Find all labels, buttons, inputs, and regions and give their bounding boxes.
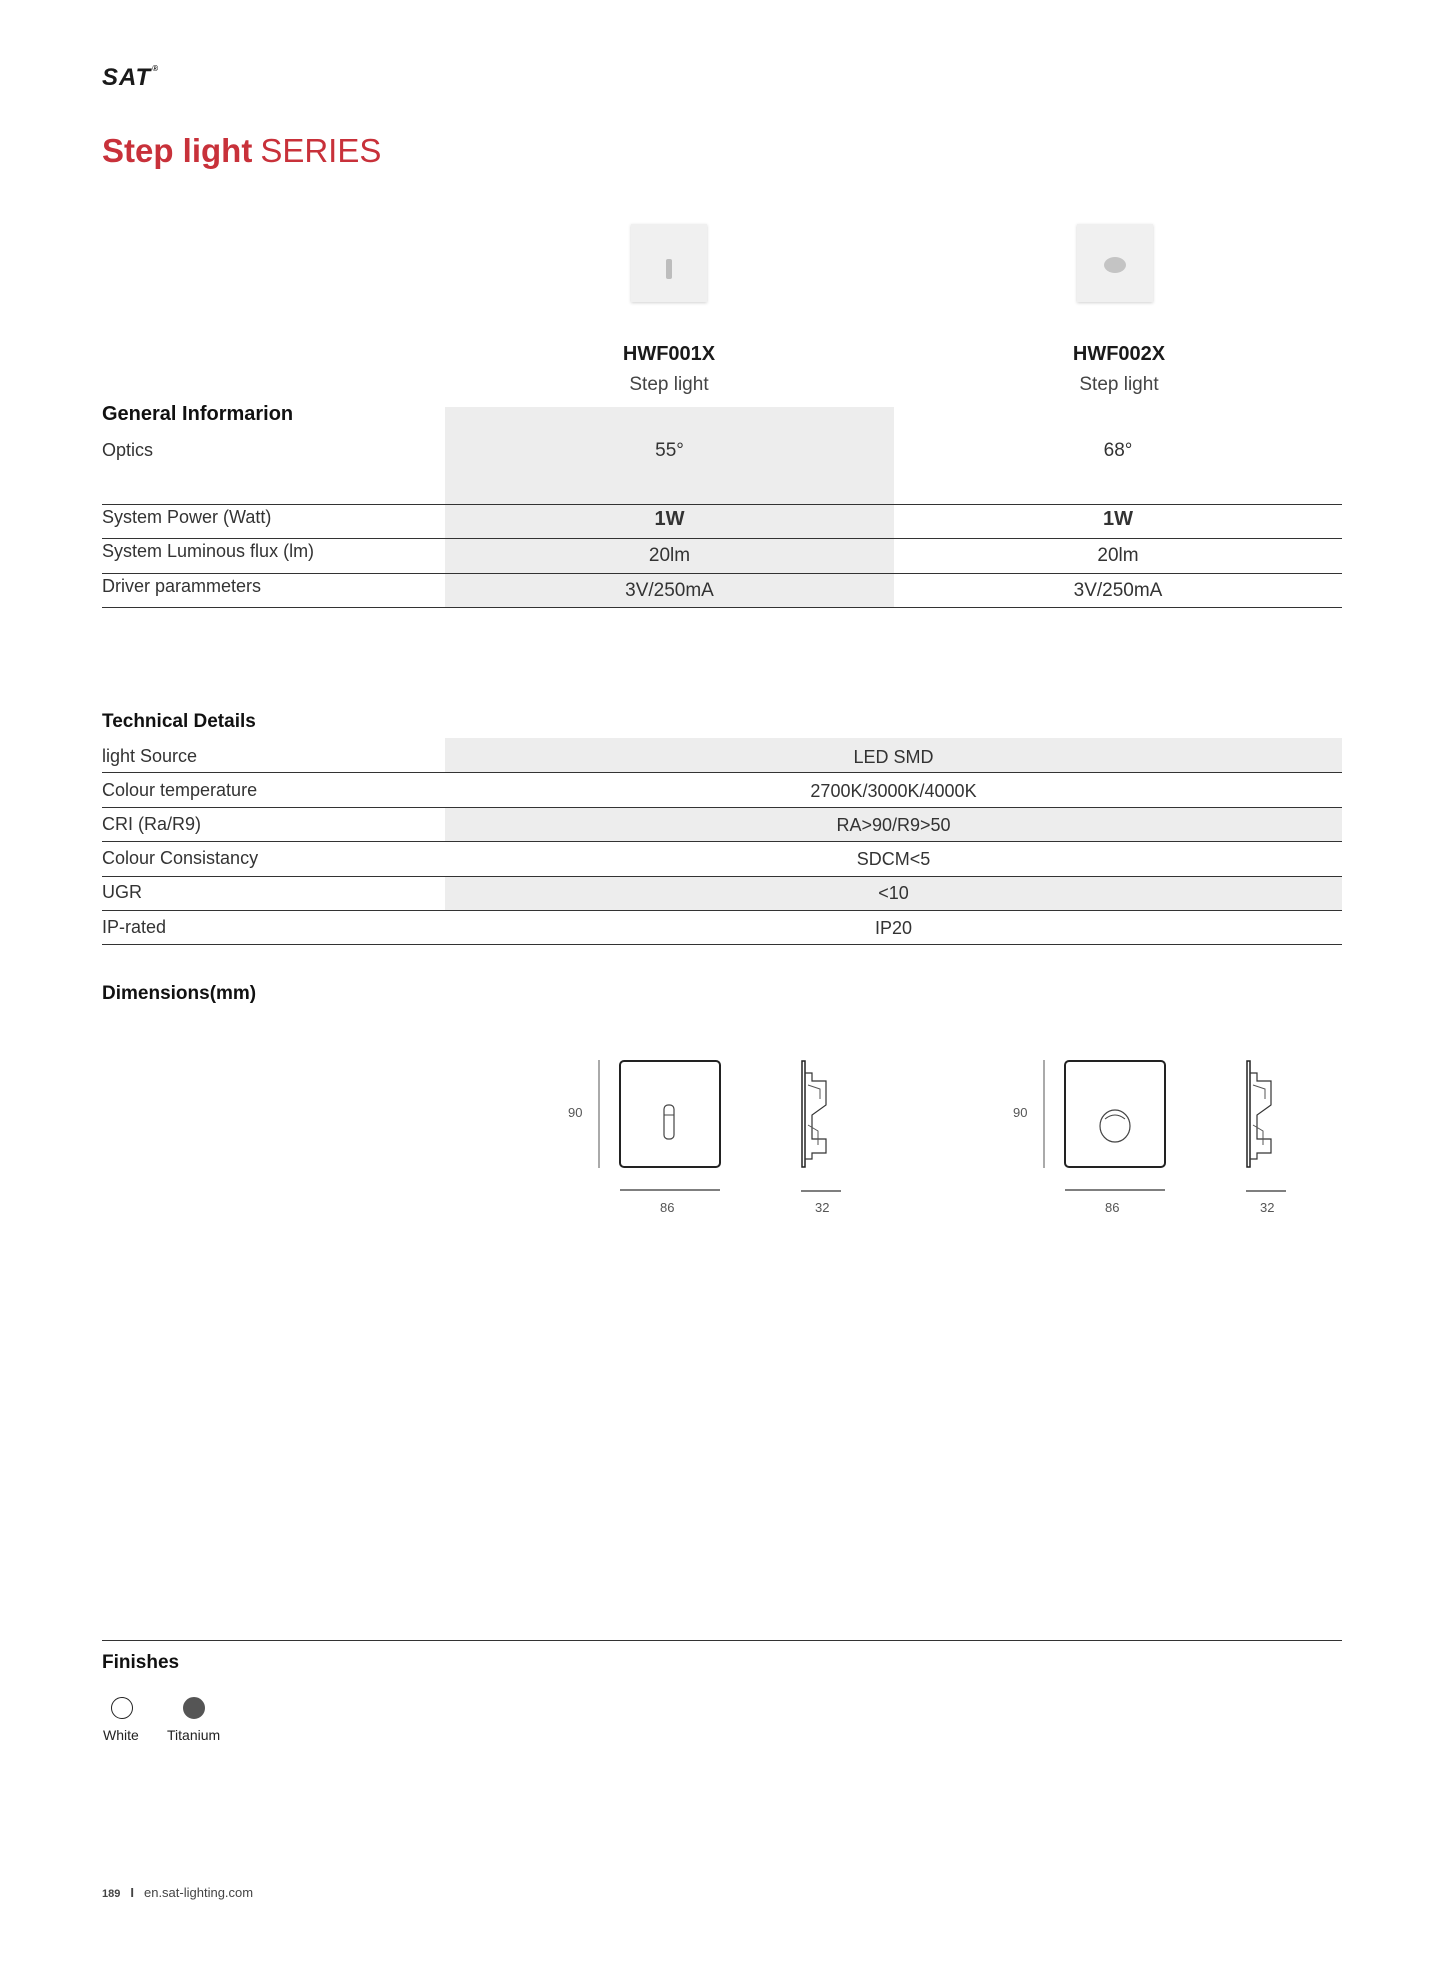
width-label: 86 xyxy=(1105,1200,1120,1215)
flux-value-1: 20lm xyxy=(648,545,691,566)
page-footer xyxy=(102,1885,253,1900)
flux-value-2: 20lm xyxy=(1097,545,1139,566)
tech-value: RA>90/R9>50 xyxy=(836,815,951,835)
divider xyxy=(102,607,1342,608)
optics-value-1: 55° xyxy=(655,440,684,461)
row-label-flux: System Luminous flux (lm) xyxy=(102,541,315,561)
tech-value: IP20 xyxy=(874,918,913,938)
footer-separator: I xyxy=(130,1885,134,1900)
product-type: Step light xyxy=(1079,374,1159,395)
product-code: HWF002X xyxy=(1072,343,1166,365)
finish-swatch-white xyxy=(111,1697,133,1719)
product-header-2 xyxy=(969,343,1269,396)
column-shade xyxy=(445,407,894,607)
page-number: 189 xyxy=(102,1888,121,1900)
divider xyxy=(102,573,1342,574)
dimension-drawing-2 xyxy=(1035,1055,1295,1215)
tech-label: Colour Consistancy xyxy=(102,848,259,868)
finish-label: White xyxy=(103,1727,139,1743)
divider xyxy=(102,910,1342,911)
divider xyxy=(102,1640,1342,1641)
dimensions-heading: Dimensions(mm) xyxy=(102,983,257,1004)
driver-value-1: 3V/250mA xyxy=(625,580,714,601)
tech-label: IP-rated xyxy=(102,917,167,937)
divider xyxy=(102,944,1342,945)
divider xyxy=(102,772,1342,773)
width-label: 86 xyxy=(660,1200,675,1215)
website-url: en.sat-lighting.com xyxy=(143,1885,254,1900)
tech-label: CRI (Ra/R9) xyxy=(102,814,202,834)
row-label-power: System Power (Watt) xyxy=(102,507,272,527)
finishes-heading: Finishes xyxy=(102,1652,180,1673)
driver-value-2: 3V/250mA xyxy=(1073,580,1163,601)
product-image-hwf001x xyxy=(631,224,707,302)
divider xyxy=(102,807,1342,808)
tech-value: SDCM<5 xyxy=(856,849,931,869)
page-title xyxy=(102,132,381,170)
product-header-1 xyxy=(519,343,819,396)
optics-value-2: 68° xyxy=(1103,440,1133,461)
tech-label: UGR xyxy=(102,882,142,902)
height-label: 90 xyxy=(568,1105,583,1120)
title-light: SERIES xyxy=(260,132,382,169)
height-label: 90 xyxy=(1013,1105,1028,1120)
dimension-drawing-1 xyxy=(590,1055,850,1215)
tech-label: light Source xyxy=(102,746,198,766)
technical-heading: Technical Details xyxy=(102,711,256,732)
power-value-2: 1W xyxy=(1103,508,1133,530)
tech-value: <10 xyxy=(878,883,909,903)
tech-label: Colour temperature xyxy=(102,780,258,800)
divider xyxy=(102,841,1342,842)
finish-label: Titanium xyxy=(167,1727,221,1743)
depth-label: 32 xyxy=(1260,1200,1275,1215)
product-image-hwf002x xyxy=(1077,224,1153,302)
brand-logo: SAT® xyxy=(102,64,160,91)
title-bold: Step light xyxy=(102,132,253,169)
divider xyxy=(102,538,1342,539)
tech-value: LED SMD xyxy=(853,747,934,767)
tech-value: 2700K/3000K/4000K xyxy=(810,781,977,801)
product-type: Step light xyxy=(629,374,709,395)
divider xyxy=(102,876,1342,877)
general-heading: General Informarion xyxy=(102,403,294,425)
finish-swatch-titanium xyxy=(183,1697,205,1719)
power-value-1: 1W xyxy=(654,508,685,530)
row-label-driver: Driver parammeters xyxy=(102,576,262,596)
product-code: HWF001X xyxy=(622,343,716,365)
depth-label: 32 xyxy=(815,1200,830,1215)
slot-icon xyxy=(666,259,672,279)
row-label-optics: Optics xyxy=(102,440,154,460)
round-hole-icon xyxy=(1104,257,1126,273)
divider xyxy=(102,504,1342,505)
